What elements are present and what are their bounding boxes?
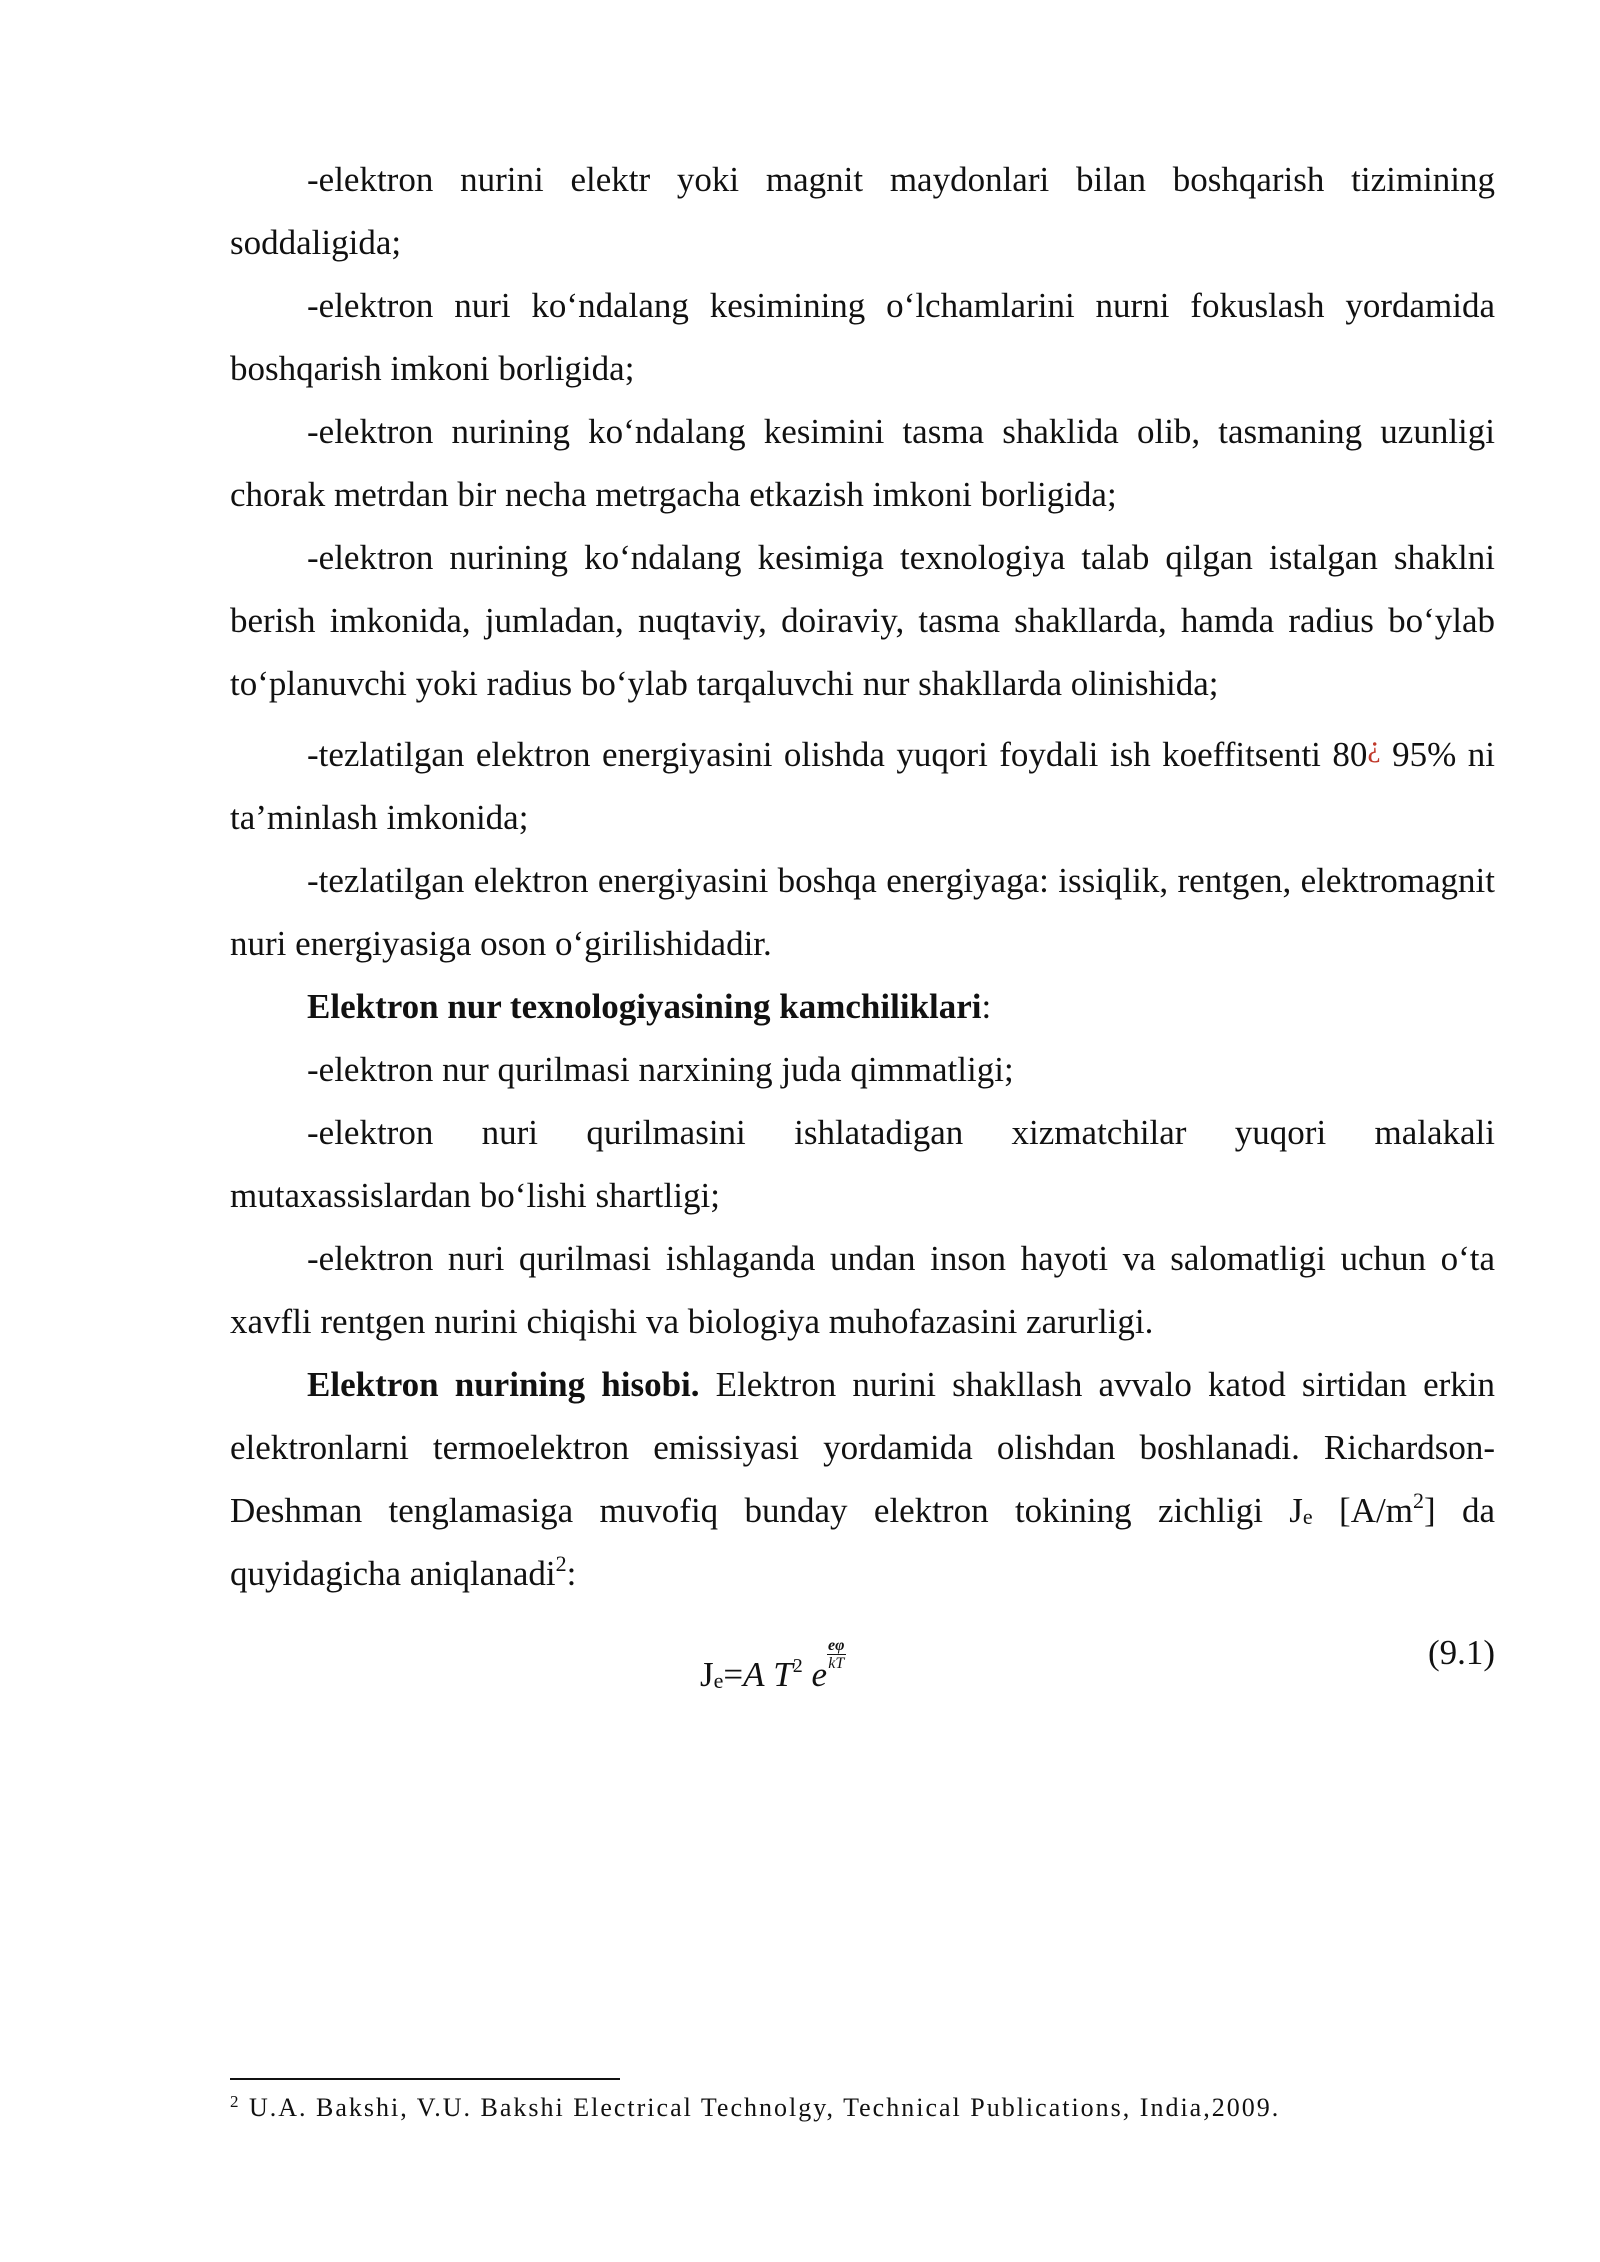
footnote-text: U.A. Bakshi, V.U. Bakshi Electrical Technolgy, Technical Publications, India,2009. [240,2093,1281,2122]
calculation-unit-open: [A/m [1312,1491,1413,1530]
formula-equals: = [723,1655,744,1694]
formula-exponential-base: e [811,1655,828,1694]
drawbacks-heading: Elektron nur texnologiyasining kamchiliklari [307,987,982,1026]
drawbacks-heading-line [230,975,1495,1038]
footnote [230,2092,1280,2123]
formula-constant-a: A [743,1655,765,1694]
paragraph-cross-section-shapes: -elektron nurining ko‘ndalang kesimiga texnologiya talab qilgan istalgan shaklni berish imkonida, jumladan, nuqtaviy, doiraviy, tasma shakllarda, hamda radius bo‘ylab to‘planuvchi yoki radius bo‘ylab tarqaluvchi nur shakllarda olinishida; [230,538,1495,703]
efficiency-text-after: 95% ni ta’minlash imkonida; [230,735,1495,837]
drawback-item-cost: -elektron nur qurilmasi narxining juda qimmatligi; [307,1050,1014,1089]
formula-lhs: J [700,1655,714,1694]
paragraph-focusing: -elektron nuri ko‘ndalang kesimining o‘lchamlarini nurni fokuslash yordamida boshqarish imkoni borligida; [230,286,1495,388]
calculation-text: Elektron nurini shakllash avvalo katod sirtidan erkin elektronlarni termoelektron emissiyasi yordamida olishdan boshlanadi. Richardson-Deshman tenglamasiga muvofiq bunday elektron tokining zichligi J [230,1365,1495,1530]
paragraph-calculation [230,1353,1495,1605]
calculation-unit-close: ] da quyidagicha aniqlanadi [230,1491,1495,1593]
formula-lhs-subscript: e [713,1668,724,1693]
unit-exponent: 2 [1412,1488,1424,1513]
calculation-heading: Elektron nurining hisobi. [307,1365,700,1404]
formula-exponent-fraction [827,1637,845,1672]
drawback-item-staff: -elektron nuri qurilmasini ishlatadigan xizmatchilar yuqori malakali mutaxassislardan bo‘lishi shartligi; [230,1113,1495,1215]
formula-row [230,1613,1495,1703]
paragraph-control-simplicity: -elektron nurini elektr yoki magnit maydonlari bilan boshqarish tizimining soddaligida; [230,160,1495,262]
paragraph-energy-conversion: -tezlatilgan elektron energiyasini boshqa energiyaga: issiqlik, rentgen, elektromagnit nuri energiyasiga oson o‘girilishidadir. [230,861,1495,963]
drawbacks-colon: : [981,987,992,1026]
paragraph-efficiency [230,715,1495,849]
efficiency-text-before: -tezlatilgan elektron energiyasini olishda yuqori foydali ish koeffitsenti 80 [307,735,1368,774]
drawback-item-radiation: -elektron nuri qurilmasi ishlaganda undan inson hayoti va salomatligi uchun o‘ta xavfli rentgen nurini chiqishi va biologiya muhofazasini zarurligi. [230,1239,1495,1341]
formula-temperature: T [773,1655,793,1694]
inverted-question-glyph: ¿ [1367,730,1381,763]
footnote-reference: 2 [555,1551,567,1576]
document-page [230,148,1495,1703]
fraction-numerator: eφ [828,1637,845,1654]
current-density-subscript: e [1302,1504,1313,1529]
formula-temperature-exponent: 2 [792,1655,803,1677]
richardson-formula [700,1635,846,1706]
calculation-colon: : [566,1554,577,1593]
fraction-denominator: kT [828,1655,845,1672]
footnote-mark: 2 [230,2092,241,2111]
paragraph-ribbon-shape: -elektron nurining ko‘ndalang kesimini tasma shaklida olib, tasmaning uzunligi chorak metrdan bir necha metrgacha etkazish imkoni borligida; [230,412,1495,514]
equation-number: (9.1) [1427,1633,1495,1672]
footnote-divider [230,2078,620,2080]
